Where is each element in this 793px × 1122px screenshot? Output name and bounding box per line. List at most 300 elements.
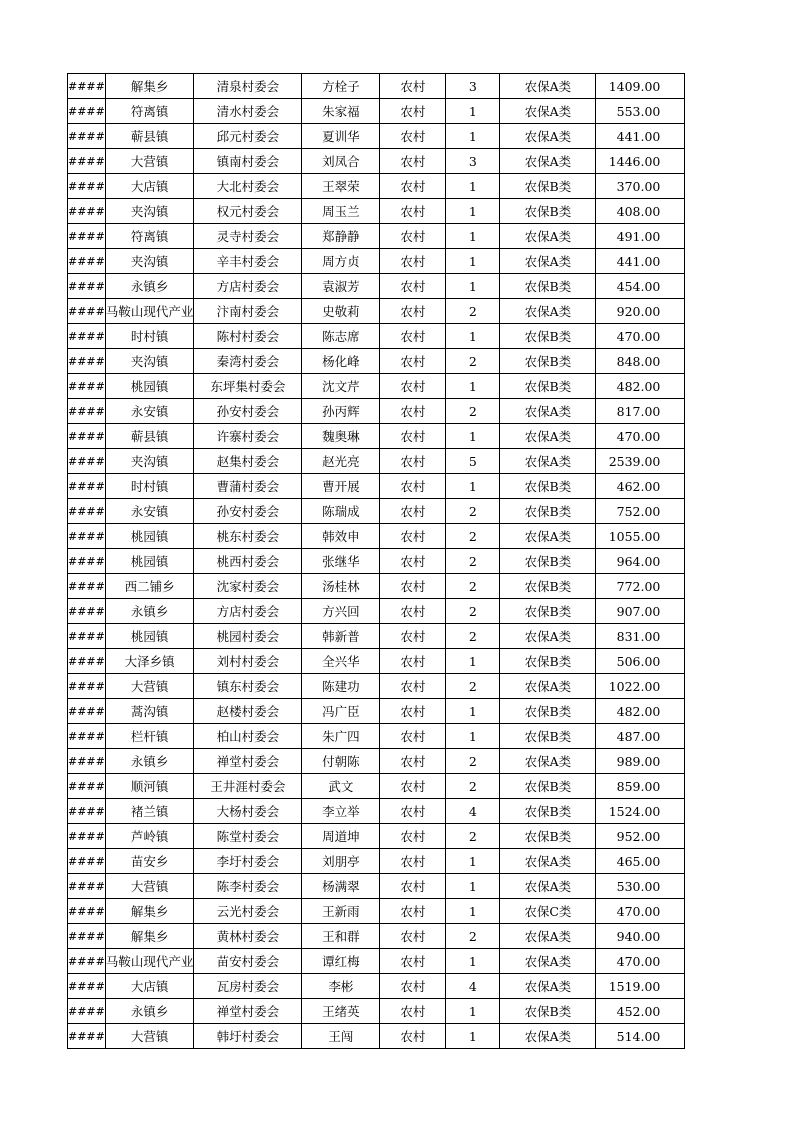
household-count-cell: 1	[446, 849, 500, 874]
household-count-cell: 1	[446, 199, 500, 224]
residence-type-cell: 农村	[380, 474, 446, 499]
household-count-cell: 1	[446, 274, 500, 299]
table-row	[68, 849, 685, 874]
person-name-cell: 王和群	[302, 924, 380, 949]
amount-cell: 462.00	[596, 474, 685, 499]
residence-type-cell: 农村	[380, 749, 446, 774]
insurance-category-cell: 农保B类	[500, 799, 596, 824]
residence-type-cell: 农村	[380, 524, 446, 549]
date-cell: ####	[68, 899, 106, 924]
amount-cell: 408.00	[596, 199, 685, 224]
residence-type-cell: 农村	[380, 149, 446, 174]
insurance-category-cell: 农保A类	[500, 149, 596, 174]
person-name-cell: 周道坤	[302, 824, 380, 849]
village-cell: 大杨村委会	[194, 799, 302, 824]
amount-cell: 752.00	[596, 499, 685, 524]
town-cell: 夹沟镇	[105, 349, 194, 374]
residence-type-cell: 农村	[380, 899, 446, 924]
amount-cell: 470.00	[596, 949, 685, 974]
person-name-cell: 郑静静	[302, 224, 380, 249]
insurance-category-cell: 农保A类	[500, 974, 596, 999]
village-cell: 瓦房村委会	[194, 974, 302, 999]
amount-cell: 441.00	[596, 124, 685, 149]
table-row	[68, 199, 685, 224]
date-cell: ####	[68, 399, 106, 424]
village-cell: 桃东村委会	[194, 524, 302, 549]
village-cell: 方店村委会	[194, 274, 302, 299]
amount-cell: 1446.00	[596, 149, 685, 174]
amount-cell: 817.00	[596, 399, 685, 424]
person-name-cell: 陈建功	[302, 674, 380, 699]
amount-cell: 491.00	[596, 224, 685, 249]
village-cell: 桃西村委会	[194, 549, 302, 574]
residence-type-cell: 农村	[380, 174, 446, 199]
table-row	[68, 499, 685, 524]
person-name-cell: 刘凤合	[302, 149, 380, 174]
village-cell: 柏山村委会	[194, 724, 302, 749]
residence-type-cell: 农村	[380, 324, 446, 349]
table-row	[68, 599, 685, 624]
date-cell: ####	[68, 349, 106, 374]
insurance-category-cell: 农保B类	[500, 324, 596, 349]
village-cell: 灵寺村委会	[194, 224, 302, 249]
town-cell: 桃园镇	[105, 374, 194, 399]
town-cell: 马鞍山现代产业	[105, 299, 194, 324]
amount-cell: 470.00	[596, 324, 685, 349]
household-count-cell: 1	[446, 699, 500, 724]
town-cell: 解集乡	[105, 899, 194, 924]
person-name-cell: 汤桂林	[302, 574, 380, 599]
date-cell: ####	[68, 274, 106, 299]
amount-cell: 859.00	[596, 774, 685, 799]
table-row	[68, 74, 685, 99]
date-cell: ####	[68, 174, 106, 199]
town-cell: 芦岭镇	[105, 824, 194, 849]
residence-type-cell: 农村	[380, 799, 446, 824]
date-cell: ####	[68, 774, 106, 799]
insurance-category-cell: 农保B类	[500, 499, 596, 524]
village-cell: 赵楼村委会	[194, 699, 302, 724]
date-cell: ####	[68, 649, 106, 674]
date-cell: ####	[68, 874, 106, 899]
household-count-cell: 2	[446, 299, 500, 324]
insurance-category-cell: 农保A类	[500, 624, 596, 649]
residence-type-cell: 农村	[380, 449, 446, 474]
residence-type-cell: 农村	[380, 74, 446, 99]
records-table	[67, 73, 685, 1049]
household-count-cell: 2	[446, 399, 500, 424]
amount-cell: 831.00	[596, 624, 685, 649]
village-cell: 大北村委会	[194, 174, 302, 199]
household-count-cell: 2	[446, 599, 500, 624]
insurance-category-cell: 农保B类	[500, 599, 596, 624]
person-name-cell: 周方贞	[302, 249, 380, 274]
table-row	[68, 374, 685, 399]
household-count-cell: 3	[446, 149, 500, 174]
town-cell: 永安镇	[105, 499, 194, 524]
residence-type-cell: 农村	[380, 599, 446, 624]
village-cell: 东坪集村委会	[194, 374, 302, 399]
village-cell: 邱元村委会	[194, 124, 302, 149]
date-cell: ####	[68, 549, 106, 574]
insurance-category-cell: 农保B类	[500, 999, 596, 1024]
insurance-category-cell: 农保A类	[500, 449, 596, 474]
village-cell: 权元村委会	[194, 199, 302, 224]
person-name-cell: 韩效申	[302, 524, 380, 549]
date-cell: ####	[68, 974, 106, 999]
date-cell: ####	[68, 124, 106, 149]
insurance-category-cell: 农保A类	[500, 399, 596, 424]
insurance-category-cell: 农保A类	[500, 849, 596, 874]
household-count-cell: 1	[446, 99, 500, 124]
town-cell: 永安镇	[105, 399, 194, 424]
amount-cell: 1022.00	[596, 674, 685, 699]
person-name-cell: 史敬莉	[302, 299, 380, 324]
date-cell: ####	[68, 724, 106, 749]
residence-type-cell: 农村	[380, 124, 446, 149]
person-name-cell: 沈文芹	[302, 374, 380, 399]
town-cell: 永镇乡	[105, 274, 194, 299]
table-row	[68, 324, 685, 349]
person-name-cell: 武文	[302, 774, 380, 799]
date-cell: ####	[68, 374, 106, 399]
table-row	[68, 474, 685, 499]
date-cell: ####	[68, 924, 106, 949]
person-name-cell: 魏奥琳	[302, 424, 380, 449]
town-cell: 夹沟镇	[105, 199, 194, 224]
village-cell: 镇南村委会	[194, 149, 302, 174]
residence-type-cell: 农村	[380, 999, 446, 1024]
household-count-cell: 1	[446, 124, 500, 149]
residence-type-cell: 农村	[380, 424, 446, 449]
person-name-cell: 朱广四	[302, 724, 380, 749]
household-count-cell: 1	[446, 874, 500, 899]
town-cell: 符离镇	[105, 224, 194, 249]
residence-type-cell: 农村	[380, 349, 446, 374]
residence-type-cell: 农村	[380, 949, 446, 974]
residence-type-cell: 农村	[380, 874, 446, 899]
person-name-cell: 方兴回	[302, 599, 380, 624]
table-row	[68, 974, 685, 999]
person-name-cell: 陈志席	[302, 324, 380, 349]
village-cell: 孙安村委会	[194, 499, 302, 524]
table-row	[68, 774, 685, 799]
residence-type-cell: 农村	[380, 699, 446, 724]
date-cell: ####	[68, 474, 106, 499]
village-cell: 清水村委会	[194, 99, 302, 124]
residence-type-cell: 农村	[380, 549, 446, 574]
amount-cell: 482.00	[596, 374, 685, 399]
person-name-cell: 王新雨	[302, 899, 380, 924]
village-cell: 清泉村委会	[194, 74, 302, 99]
date-cell: ####	[68, 149, 106, 174]
table-row	[68, 899, 685, 924]
amount-cell: 452.00	[596, 999, 685, 1024]
household-count-cell: 3	[446, 74, 500, 99]
amount-cell: 952.00	[596, 824, 685, 849]
insurance-category-cell: 农保A类	[500, 74, 596, 99]
amount-cell: 907.00	[596, 599, 685, 624]
household-count-cell: 1	[446, 424, 500, 449]
household-count-cell: 2	[446, 749, 500, 774]
town-cell: 永镇乡	[105, 749, 194, 774]
table-row	[68, 874, 685, 899]
person-name-cell: 李彬	[302, 974, 380, 999]
town-cell: 符离镇	[105, 99, 194, 124]
person-name-cell: 冯广臣	[302, 699, 380, 724]
village-cell: 沈家村委会	[194, 574, 302, 599]
residence-type-cell: 农村	[380, 499, 446, 524]
insurance-category-cell: 农保A类	[500, 1024, 596, 1049]
village-cell: 汴南村委会	[194, 299, 302, 324]
table-row	[68, 1024, 685, 1049]
table-row	[68, 649, 685, 674]
insurance-category-cell: 农保B类	[500, 474, 596, 499]
amount-cell: 964.00	[596, 549, 685, 574]
household-count-cell: 2	[446, 499, 500, 524]
date-cell: ####	[68, 624, 106, 649]
table-row	[68, 174, 685, 199]
residence-type-cell: 农村	[380, 374, 446, 399]
residence-type-cell: 农村	[380, 1024, 446, 1049]
household-count-cell: 1	[446, 949, 500, 974]
residence-type-cell: 农村	[380, 574, 446, 599]
table-row	[68, 724, 685, 749]
village-cell: 苗安村委会	[194, 949, 302, 974]
insurance-category-cell: 农保A类	[500, 524, 596, 549]
person-name-cell: 赵光亮	[302, 449, 380, 474]
town-cell: 时村镇	[105, 324, 194, 349]
amount-cell: 487.00	[596, 724, 685, 749]
person-name-cell: 袁淑芳	[302, 274, 380, 299]
date-cell: ####	[68, 674, 106, 699]
village-cell: 镇东村委会	[194, 674, 302, 699]
date-cell: ####	[68, 949, 106, 974]
village-cell: 秦湾村委会	[194, 349, 302, 374]
household-count-cell: 1	[446, 649, 500, 674]
household-count-cell: 1	[446, 999, 500, 1024]
person-name-cell: 李立举	[302, 799, 380, 824]
town-cell: 大营镇	[105, 149, 194, 174]
insurance-category-cell: 农保B类	[500, 649, 596, 674]
amount-cell: 848.00	[596, 349, 685, 374]
insurance-category-cell: 农保C类	[500, 899, 596, 924]
household-count-cell: 4	[446, 974, 500, 999]
date-cell: ####	[68, 499, 106, 524]
table-row	[68, 249, 685, 274]
residence-type-cell: 农村	[380, 974, 446, 999]
household-count-cell: 1	[446, 474, 500, 499]
household-count-cell: 5	[446, 449, 500, 474]
amount-cell: 506.00	[596, 649, 685, 674]
insurance-category-cell: 农保A类	[500, 924, 596, 949]
amount-cell: 530.00	[596, 874, 685, 899]
village-cell: 辛丰村委会	[194, 249, 302, 274]
town-cell: 蒿沟镇	[105, 699, 194, 724]
household-count-cell: 1	[446, 374, 500, 399]
household-count-cell: 2	[446, 549, 500, 574]
town-cell: 蕲县镇	[105, 124, 194, 149]
household-count-cell: 4	[446, 799, 500, 824]
residence-type-cell: 农村	[380, 824, 446, 849]
table-row	[68, 299, 685, 324]
village-cell: 陈村村委会	[194, 324, 302, 349]
town-cell: 桃园镇	[105, 624, 194, 649]
town-cell: 蕲县镇	[105, 424, 194, 449]
town-cell: 解集乡	[105, 74, 194, 99]
residence-type-cell: 农村	[380, 224, 446, 249]
village-cell: 禅堂村委会	[194, 749, 302, 774]
residence-type-cell: 农村	[380, 624, 446, 649]
village-cell: 桃园村委会	[194, 624, 302, 649]
person-name-cell: 周玉兰	[302, 199, 380, 224]
person-name-cell: 夏训华	[302, 124, 380, 149]
table-row	[68, 399, 685, 424]
table-row	[68, 449, 685, 474]
town-cell: 永镇乡	[105, 999, 194, 1024]
household-count-cell: 1	[446, 899, 500, 924]
town-cell: 解集乡	[105, 924, 194, 949]
residence-type-cell: 农村	[380, 99, 446, 124]
table-row	[68, 224, 685, 249]
amount-cell: 1055.00	[596, 524, 685, 549]
date-cell: ####	[68, 574, 106, 599]
insurance-category-cell: 农保B类	[500, 774, 596, 799]
household-count-cell: 2	[446, 824, 500, 849]
amount-cell: 989.00	[596, 749, 685, 774]
insurance-category-cell: 农保A类	[500, 949, 596, 974]
table-row	[68, 524, 685, 549]
table-row	[68, 674, 685, 699]
insurance-category-cell: 农保B类	[500, 724, 596, 749]
amount-cell: 465.00	[596, 849, 685, 874]
date-cell: ####	[68, 1024, 106, 1049]
town-cell: 大店镇	[105, 174, 194, 199]
amount-cell: 470.00	[596, 899, 685, 924]
date-cell: ####	[68, 999, 106, 1024]
person-name-cell: 韩新普	[302, 624, 380, 649]
household-count-cell: 2	[446, 524, 500, 549]
date-cell: ####	[68, 449, 106, 474]
residence-type-cell: 农村	[380, 249, 446, 274]
town-cell: 桃园镇	[105, 524, 194, 549]
date-cell: ####	[68, 599, 106, 624]
town-cell: 大营镇	[105, 1024, 194, 1049]
amount-cell: 920.00	[596, 299, 685, 324]
town-cell: 大营镇	[105, 674, 194, 699]
amount-cell: 454.00	[596, 274, 685, 299]
village-cell: 陈堂村委会	[194, 824, 302, 849]
amount-cell: 482.00	[596, 699, 685, 724]
household-count-cell: 1	[446, 224, 500, 249]
person-name-cell: 全兴华	[302, 649, 380, 674]
village-cell: 曹蒲村委会	[194, 474, 302, 499]
insurance-category-cell: 农保A类	[500, 874, 596, 899]
village-cell: 许寨村委会	[194, 424, 302, 449]
town-cell: 苗安乡	[105, 849, 194, 874]
insurance-category-cell: 农保B类	[500, 349, 596, 374]
person-name-cell: 王绪英	[302, 999, 380, 1024]
table-row	[68, 824, 685, 849]
date-cell: ####	[68, 74, 106, 99]
insurance-category-cell: 农保A类	[500, 299, 596, 324]
date-cell: ####	[68, 849, 106, 874]
person-name-cell: 陈瑞成	[302, 499, 380, 524]
village-cell: 黄林村委会	[194, 924, 302, 949]
date-cell: ####	[68, 199, 106, 224]
table-row	[68, 999, 685, 1024]
table-row	[68, 424, 685, 449]
amount-cell: 514.00	[596, 1024, 685, 1049]
table-row	[68, 549, 685, 574]
household-count-cell: 1	[446, 174, 500, 199]
person-name-cell: 孙丙辉	[302, 399, 380, 424]
person-name-cell: 王翠荣	[302, 174, 380, 199]
amount-cell: 772.00	[596, 574, 685, 599]
residence-type-cell: 农村	[380, 774, 446, 799]
household-count-cell: 2	[446, 924, 500, 949]
table-row	[68, 924, 685, 949]
village-cell: 王井涯村委会	[194, 774, 302, 799]
amount-cell: 441.00	[596, 249, 685, 274]
date-cell: ####	[68, 699, 106, 724]
town-cell: 永镇乡	[105, 599, 194, 624]
table-row	[68, 99, 685, 124]
residence-type-cell: 农村	[380, 724, 446, 749]
date-cell: ####	[68, 749, 106, 774]
amount-cell: 1519.00	[596, 974, 685, 999]
date-cell: ####	[68, 799, 106, 824]
amount-cell: 470.00	[596, 424, 685, 449]
table-row	[68, 149, 685, 174]
residence-type-cell: 农村	[380, 399, 446, 424]
person-name-cell: 谭红梅	[302, 949, 380, 974]
town-cell: 顺河镇	[105, 774, 194, 799]
person-name-cell: 杨满翠	[302, 874, 380, 899]
household-count-cell: 1	[446, 249, 500, 274]
town-cell: 西二铺乡	[105, 574, 194, 599]
table-row	[68, 624, 685, 649]
insurance-category-cell: 农保A类	[500, 224, 596, 249]
insurance-category-cell: 农保A类	[500, 424, 596, 449]
insurance-category-cell: 农保B类	[500, 574, 596, 599]
residence-type-cell: 农村	[380, 849, 446, 874]
household-count-cell: 2	[446, 624, 500, 649]
insurance-category-cell: 农保A类	[500, 99, 596, 124]
person-name-cell: 曹开展	[302, 474, 380, 499]
village-cell: 云光村委会	[194, 899, 302, 924]
village-cell: 韩圩村委会	[194, 1024, 302, 1049]
residence-type-cell: 农村	[380, 199, 446, 224]
person-name-cell: 杨化峰	[302, 349, 380, 374]
amount-cell: 370.00	[596, 174, 685, 199]
person-name-cell: 朱家福	[302, 99, 380, 124]
household-count-cell: 2	[446, 774, 500, 799]
town-cell: 夹沟镇	[105, 249, 194, 274]
village-cell: 禅堂村委会	[194, 999, 302, 1024]
village-cell: 方店村委会	[194, 599, 302, 624]
insurance-category-cell: 农保A类	[500, 249, 596, 274]
village-cell: 孙安村委会	[194, 399, 302, 424]
residence-type-cell: 农村	[380, 649, 446, 674]
household-count-cell: 1	[446, 1024, 500, 1049]
date-cell: ####	[68, 424, 106, 449]
town-cell: 夹沟镇	[105, 449, 194, 474]
person-name-cell: 方栓子	[302, 74, 380, 99]
person-name-cell: 刘朋亭	[302, 849, 380, 874]
table-row	[68, 749, 685, 774]
insurance-category-cell: 农保B类	[500, 374, 596, 399]
